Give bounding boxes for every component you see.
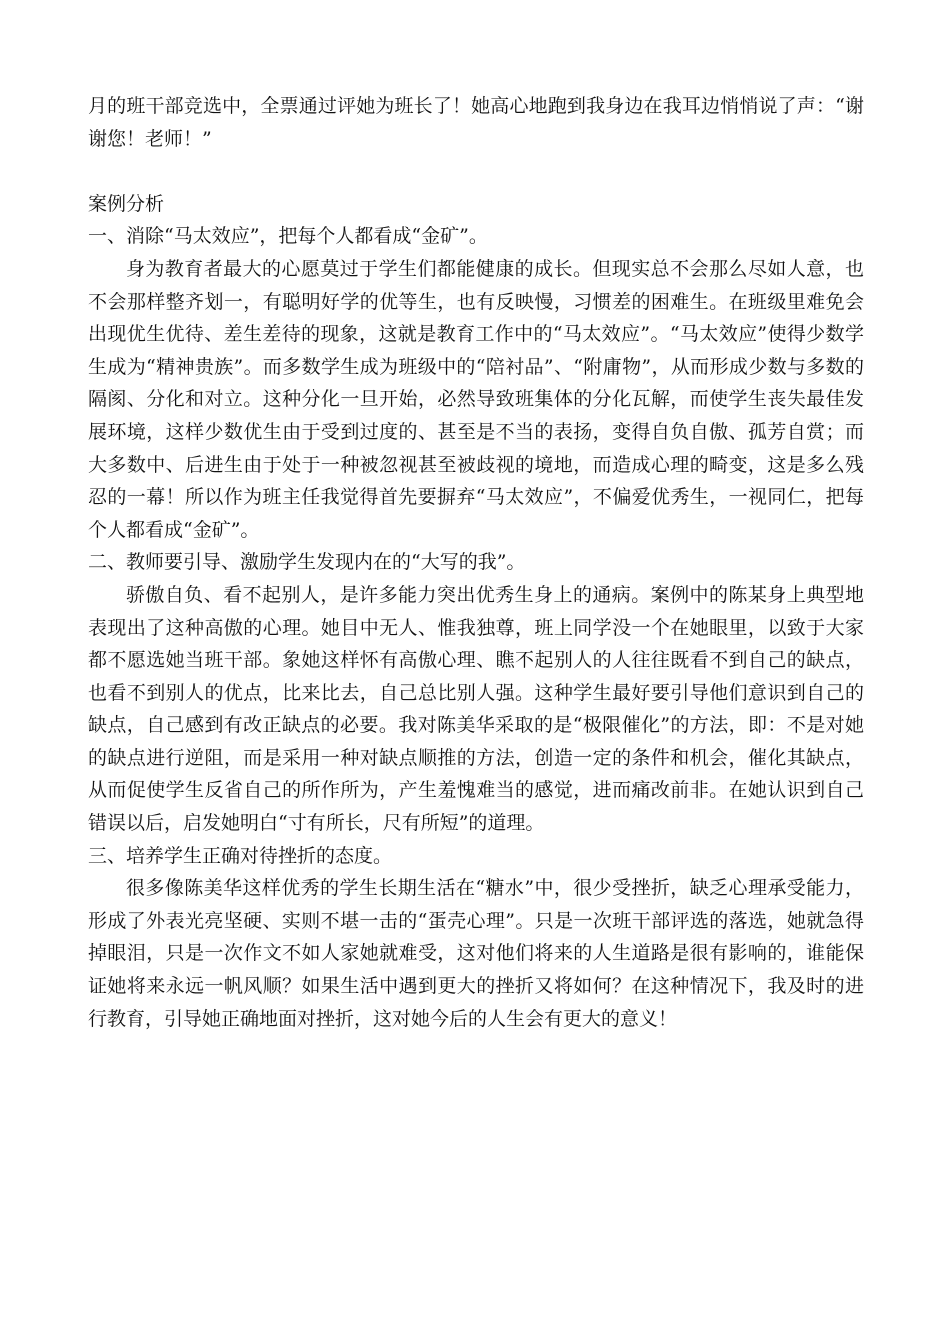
heading-1: 一、消除“马太效应”，把每个人都看成“金矿”。 <box>88 225 488 248</box>
document-body <box>88 90 864 1035</box>
intro-paragraph: 月的班干部竞选中，全票通过评她为班长了！她高心地跑到我身边在我耳边悄悄说了声：“谢谢您！老师！” <box>88 95 864 150</box>
body-paragraph-2: 骄傲自负、看不起别人，是许多能力突出优秀生身上的通病。案例中的陈某身上典型地表现出了这种高傲的心理。她目中无人、惟我独尊，班上同学没一个在她眼里，以致于大家都不愿选她当班干部。象她这样怀有高傲心理、瞧不起别人的人往往既看不到自己的缺点，也看不到别人的优点，比来比去，自己总比别人强。这种学生最好要引导他们意识到自己的缺点，自己感到有改正缺点的必要。我对陈美华采取的是“极限催化”的方法，即：不是对她的缺点进行逆阻，而是采用一种对缺点顺推的方法，创造一定的条件和机会，催化其缺点，从而促使学生反省自己的所作所为，产生羞愧难当的感觉，进而痛改前非。在她认识到自己错误以后，启发她明白“寸有所长，尺有所短”的道理。 <box>88 583 864 835</box>
blank-line <box>88 155 864 188</box>
section-title: 案例分析 <box>88 192 165 215</box>
heading-2: 二、教师要引导、激励学生发现内在的“大写的我”。 <box>88 551 526 574</box>
body-paragraph-1: 身为教育者最大的心愿莫过于学生们都能健康的成长。但现实总不会那么尽如人意，也不会那样整齐划一，有聪明好学的优等生，也有反映慢，习惯差的困难生。在班级里难免会出现优生优待、差生差待的现象，这就是教育工作中的“马太效应”。“马太效应”使得少数学生成为“精神贵族”。而多数学生成为班级中的“陪衬品”、“附庸物”，从而形成少数与多数的隔阂、分化和对立。这种分化一旦开始，必然导致班集体的分化瓦解，而使学生丧失最佳发展环境，这样少数优生由于受到过度的、甚至是不当的表扬，变得自负自傲、孤芳自赏；而大多数中、后进生由于处于一种被忽视甚至被歧视的境地，而造成心理的畸变，这是多么残忍的一幕！所以作为班主任我觉得首先要摒弃“马太效应”，不偏爱优秀生，一视同仁，把每个人都看成“金矿”。 <box>88 257 864 541</box>
heading-3: 三、培养学生正确对待挫折的态度。 <box>88 844 393 867</box>
body-paragraph-3: 很多像陈美华这样优秀的学生长期生活在“糖水”中，很少受挫折，缺乏心理承受能力，形成了外表光亮坚硬、实则不堪一击的“蛋壳心理”。只是一次班干部评选的落选，她就急得掉眼泪，只是一次作文不如人家她就难受，这对他们将来的人生道路是很有影响的，谁能保证她将来永远一帆风顺？如果生活中遇到更大的挫折又将如何？在这种情况下，我及时的进行教育，引导她正确地面对挫折，这对她今后的人生会有更大的意义！ <box>88 877 864 1030</box>
